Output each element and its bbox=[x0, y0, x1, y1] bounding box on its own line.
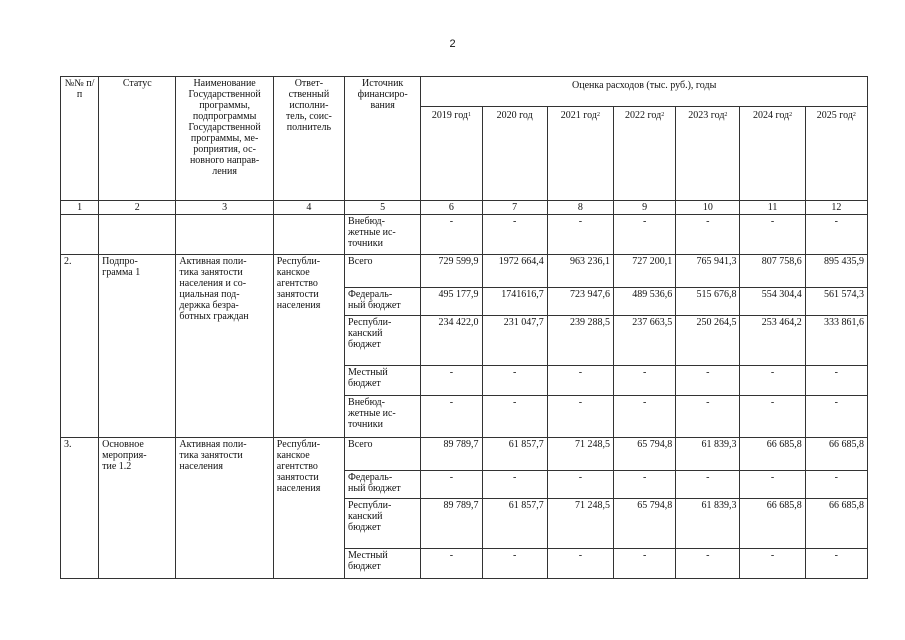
value-cell: - bbox=[482, 396, 547, 438]
value-cell: - bbox=[805, 396, 867, 438]
value-cell: 66 685,8 bbox=[740, 499, 805, 549]
page-number: 2 bbox=[449, 38, 456, 50]
value-cell: 61 857,7 bbox=[482, 438, 547, 471]
value-cell: 231 047,7 bbox=[482, 316, 547, 366]
value-cell: 61 839,3 bbox=[676, 499, 740, 549]
value-cell: - bbox=[740, 366, 805, 396]
column-number: 10 bbox=[676, 201, 740, 215]
row-number: 3. bbox=[61, 438, 99, 579]
value-cell: - bbox=[421, 471, 482, 499]
value-cell: - bbox=[421, 549, 482, 579]
name-cell: Активная поли- тика занятости населения bbox=[176, 438, 273, 579]
value-cell: - bbox=[805, 549, 867, 579]
source-cell: Внебюд- жетные ис- точники bbox=[345, 396, 421, 438]
value-cell: 71 248,5 bbox=[547, 438, 613, 471]
source-cell: Республи- канский бюджет bbox=[345, 499, 421, 549]
value-cell: - bbox=[547, 549, 613, 579]
column-number: 7 bbox=[482, 201, 547, 215]
value-cell: 89 789,7 bbox=[421, 499, 482, 549]
value-cell: 66 685,8 bbox=[805, 438, 867, 471]
value-cell: 561 574,3 bbox=[805, 288, 867, 316]
value-cell: - bbox=[676, 215, 740, 255]
value-cell: - bbox=[676, 471, 740, 499]
source-cell: Местный бюджет bbox=[345, 549, 421, 579]
header-year: 2024 год$^2$ bbox=[740, 107, 805, 201]
header-num: №№ п/п bbox=[61, 77, 99, 201]
value-cell: 554 304,4 bbox=[740, 288, 805, 316]
column-number: 4 bbox=[273, 201, 344, 215]
value-cell: 61 839,3 bbox=[676, 438, 740, 471]
value-cell: 89 789,7 bbox=[421, 438, 482, 471]
source-cell: Федераль- ный бюджет bbox=[345, 288, 421, 316]
value-cell: 66 685,8 bbox=[740, 438, 805, 471]
header-year: 2025 год$^2$ bbox=[805, 107, 867, 201]
name-cell: Активная поли- тика занятости населения и со- циальная под- держка безра- ботных граждан bbox=[176, 255, 273, 438]
value-cell: - bbox=[421, 396, 482, 438]
empty-cell bbox=[99, 215, 176, 255]
value-cell: 807 758,6 bbox=[740, 255, 805, 288]
value-cell: 250 264,5 bbox=[676, 316, 740, 366]
value-cell: - bbox=[421, 366, 482, 396]
column-number-row bbox=[61, 201, 868, 215]
value-cell: - bbox=[614, 215, 676, 255]
value-cell: - bbox=[482, 215, 547, 255]
value-cell: - bbox=[740, 549, 805, 579]
value-cell: 71 248,5 bbox=[547, 499, 613, 549]
header-estimate: Оценка расходов (тыс. руб.), годы bbox=[421, 77, 868, 107]
value-cell: - bbox=[740, 215, 805, 255]
value-cell: 895 435,9 bbox=[805, 255, 867, 288]
value-cell: - bbox=[676, 549, 740, 579]
value-cell: - bbox=[740, 396, 805, 438]
value-cell: - bbox=[805, 366, 867, 396]
value-cell: - bbox=[614, 366, 676, 396]
value-cell: 495 177,9 bbox=[421, 288, 482, 316]
empty-cell bbox=[61, 215, 99, 255]
column-number: 11 bbox=[740, 201, 805, 215]
source-cell: Республи- канский бюджет bbox=[345, 316, 421, 366]
table-row bbox=[61, 215, 868, 255]
value-cell: 65 794,8 bbox=[614, 499, 676, 549]
value-cell: 65 794,8 bbox=[614, 438, 676, 471]
value-cell: - bbox=[805, 471, 867, 499]
value-cell: - bbox=[547, 215, 613, 255]
source-cell: Всего bbox=[345, 255, 421, 288]
value-cell: 963 236,1 bbox=[547, 255, 613, 288]
header-year: 2023 год$^2$ bbox=[676, 107, 740, 201]
value-cell: 66 685,8 bbox=[805, 499, 867, 549]
value-cell: 333 861,6 bbox=[805, 316, 867, 366]
column-number: 8 bbox=[547, 201, 613, 215]
column-number: 1 bbox=[61, 201, 99, 215]
header-year: 2020 год bbox=[482, 107, 547, 201]
table-row bbox=[61, 255, 868, 288]
value-cell: 237 663,5 bbox=[614, 316, 676, 366]
value-cell: 253 464,2 bbox=[740, 316, 805, 366]
value-cell: 234 422,0 bbox=[421, 316, 482, 366]
header-year: 2022 год$^2$ bbox=[614, 107, 676, 201]
source-cell: Местный бюджет bbox=[345, 366, 421, 396]
empty-cell bbox=[273, 215, 344, 255]
value-cell: - bbox=[805, 215, 867, 255]
column-number: 12 bbox=[805, 201, 867, 215]
column-number: 9 bbox=[614, 201, 676, 215]
value-cell: - bbox=[547, 471, 613, 499]
source-cell: Всего bbox=[345, 438, 421, 471]
value-cell: - bbox=[614, 471, 676, 499]
column-number: 5 bbox=[345, 201, 421, 215]
budget-table bbox=[60, 76, 868, 579]
header-source: Источник финансиро- вания bbox=[345, 77, 421, 201]
header-status: Статус bbox=[99, 77, 176, 201]
source-cell: Внебюд- жетные ис- точники bbox=[345, 215, 421, 255]
column-number: 6 bbox=[421, 201, 482, 215]
value-cell: - bbox=[547, 366, 613, 396]
column-number: 2 bbox=[99, 201, 176, 215]
value-cell: 515 676,8 bbox=[676, 288, 740, 316]
status-cell: Подпро- грамма 1 bbox=[99, 255, 176, 438]
value-cell: - bbox=[740, 471, 805, 499]
value-cell: - bbox=[421, 215, 482, 255]
header-year: 2021 год$^2$ bbox=[547, 107, 613, 201]
value-cell: 239 288,5 bbox=[547, 316, 613, 366]
value-cell: - bbox=[676, 396, 740, 438]
header-responsible: Ответ- ственный исполни- тель, соис- полнитель bbox=[273, 77, 344, 201]
value-cell: 489 536,6 bbox=[614, 288, 676, 316]
value-cell: - bbox=[482, 549, 547, 579]
value-cell: - bbox=[614, 396, 676, 438]
row-number: 2. bbox=[61, 255, 99, 438]
column-number: 3 bbox=[176, 201, 273, 215]
empty-cell bbox=[176, 215, 273, 255]
value-cell: 61 857,7 bbox=[482, 499, 547, 549]
header-name: Наименование Государственной программы, подпрограммы Государственной программы, ме- роприятия, ос- новного направ- ления bbox=[176, 77, 273, 201]
value-cell: 723 947,6 bbox=[547, 288, 613, 316]
source-cell: Федераль- ный бюджет bbox=[345, 471, 421, 499]
value-cell: - bbox=[482, 366, 547, 396]
status-cell: Основное мероприя- тие 1.2 bbox=[99, 438, 176, 579]
value-cell: 727 200,1 bbox=[614, 255, 676, 288]
value-cell: 729 599,9 bbox=[421, 255, 482, 288]
table-row bbox=[61, 438, 868, 471]
value-cell: - bbox=[547, 396, 613, 438]
value-cell: 1741616,7 bbox=[482, 288, 547, 316]
value-cell: - bbox=[482, 471, 547, 499]
header-row-1 bbox=[61, 77, 868, 107]
responsible-cell: Республи- канское агентство занятости населения bbox=[273, 438, 344, 579]
responsible-cell: Республи- канское агентство занятости населения bbox=[273, 255, 344, 438]
value-cell: - bbox=[676, 366, 740, 396]
value-cell: 1972 664,4 bbox=[482, 255, 547, 288]
value-cell: 765 941,3 bbox=[676, 255, 740, 288]
value-cell: - bbox=[614, 549, 676, 579]
header-year: 2019 год$^1$ bbox=[421, 107, 482, 201]
